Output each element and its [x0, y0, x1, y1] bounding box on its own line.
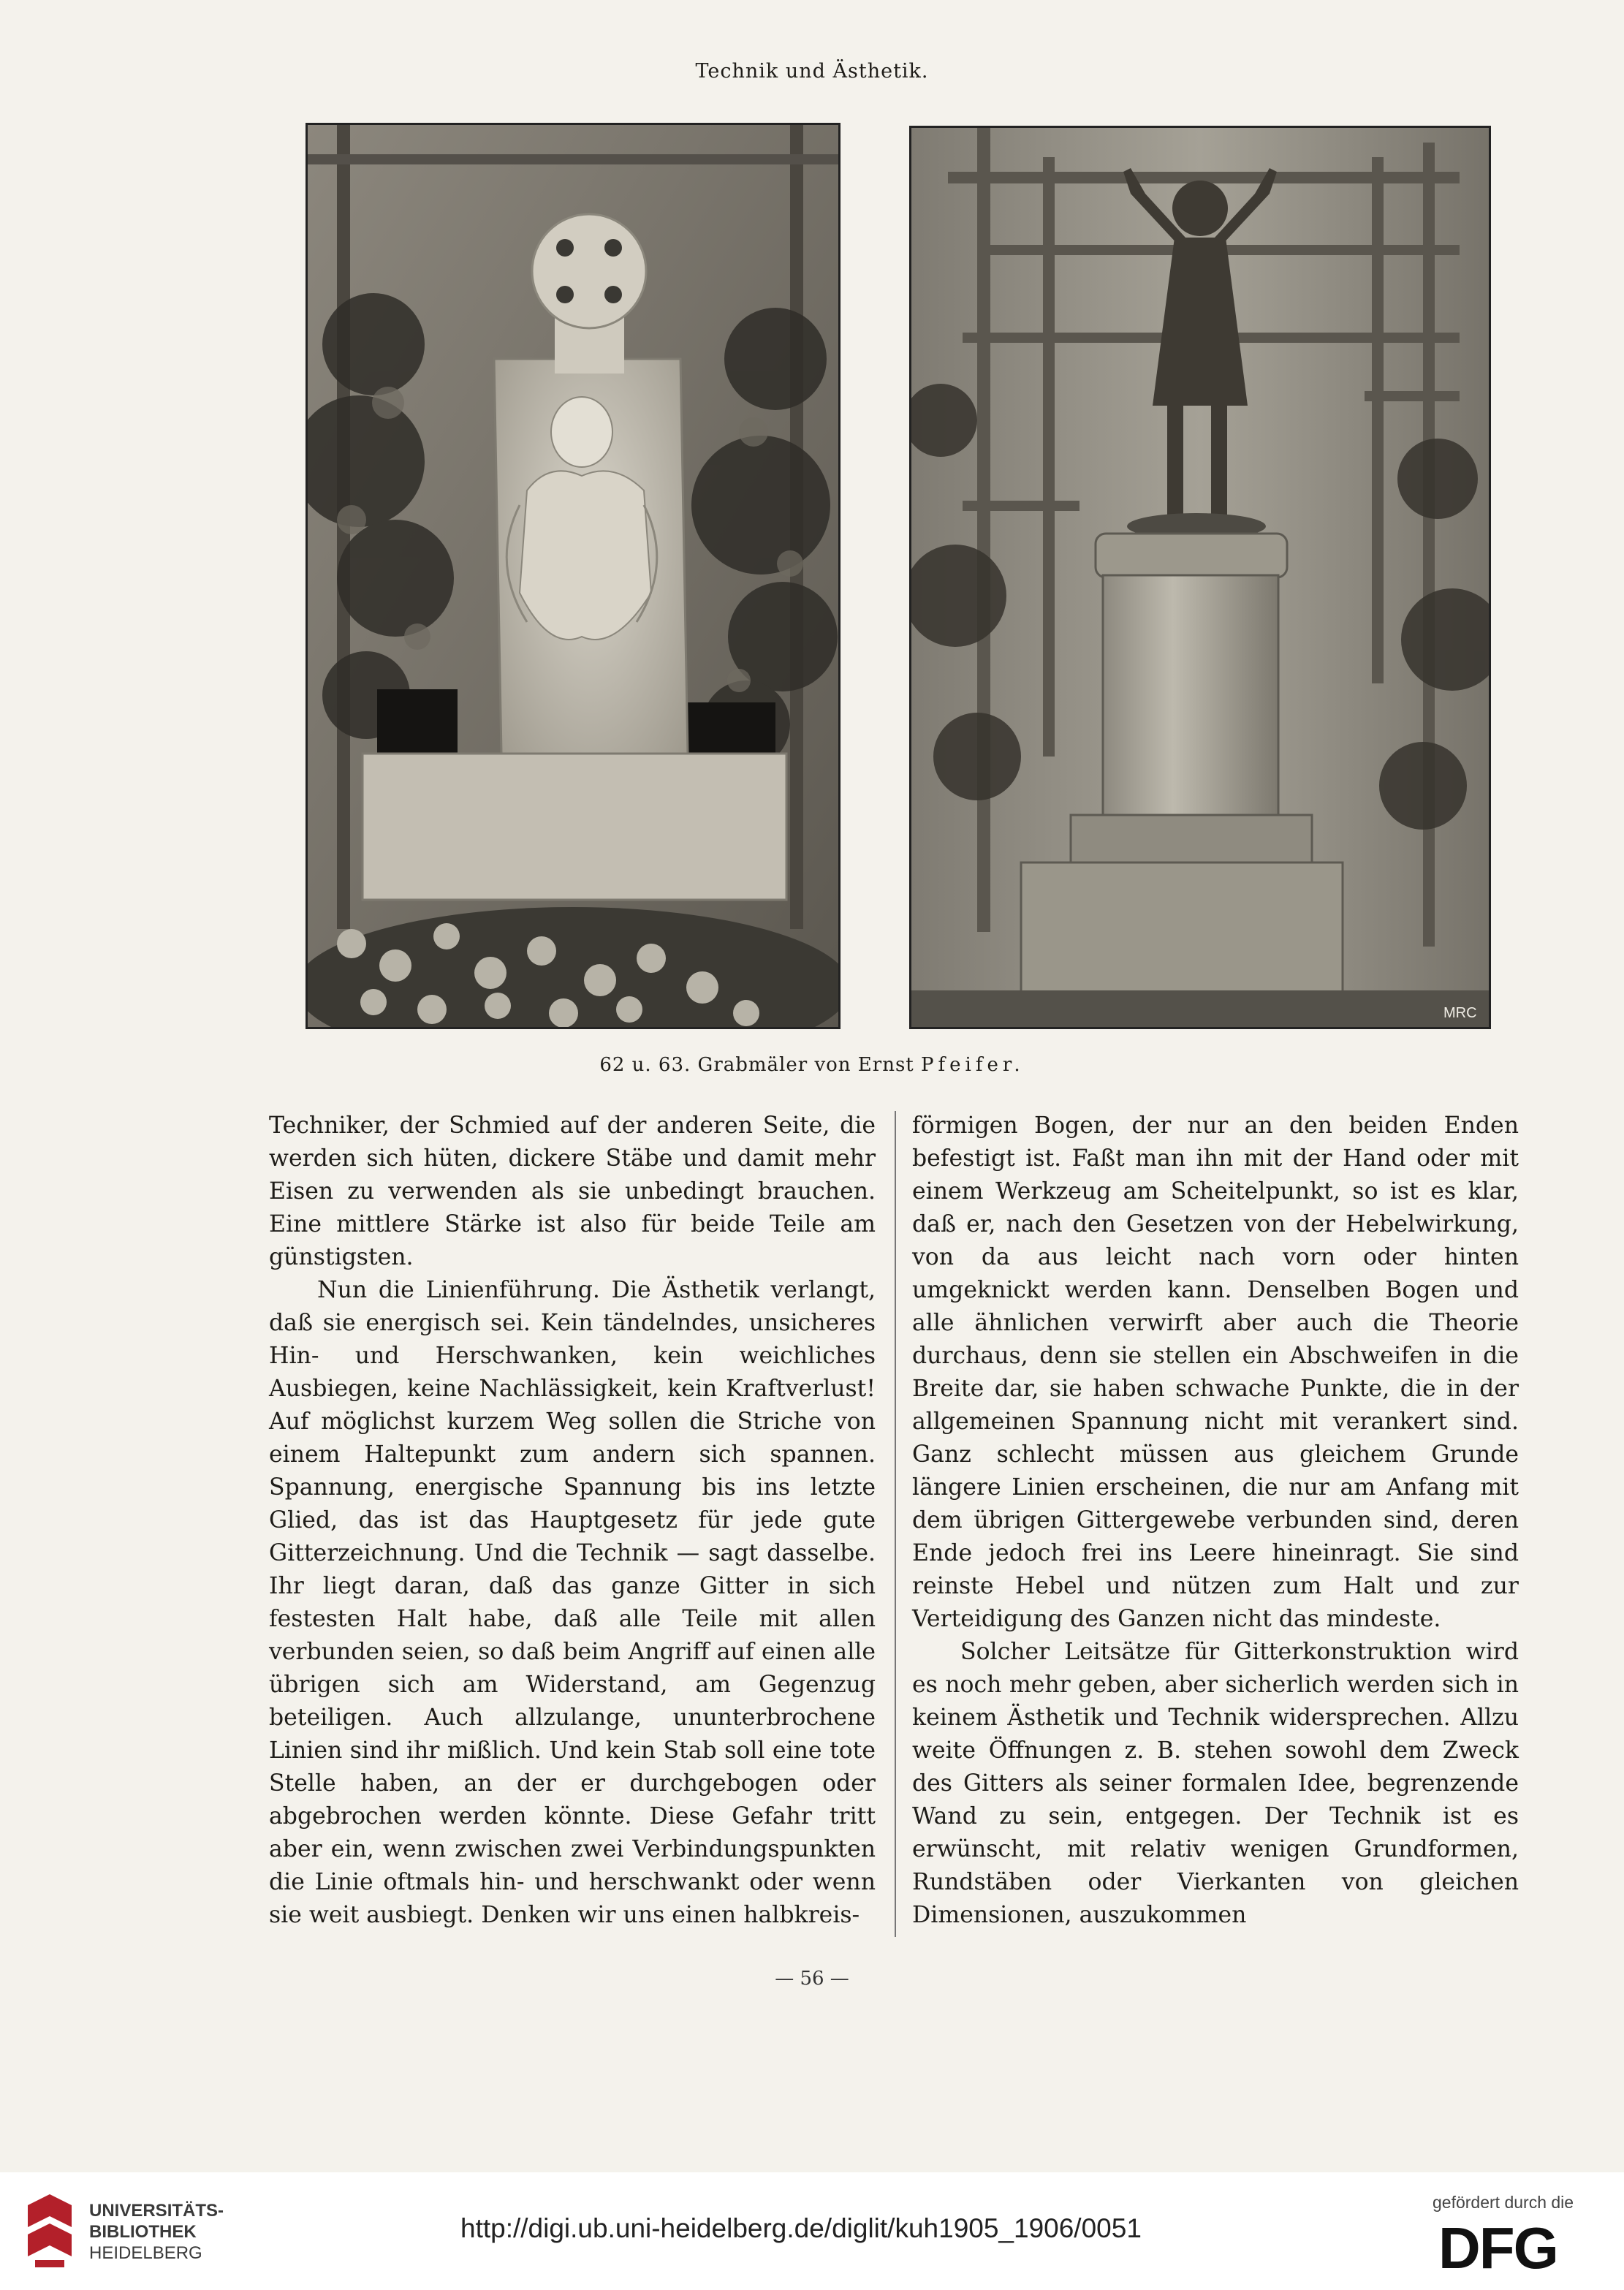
library-logo-icon [20, 2191, 79, 2271]
funded-by-label: gefördert durch die [1433, 2193, 1574, 2212]
photo-grave-child [909, 126, 1491, 1029]
paragraph: Nun die Linienführung. Die Ästhetik verlangt, daß sie energisch sei. Kein tändelndes, unsicheres Hin- und Herschwanken, kein weichliches Ausbiegen, keine Nachlässigkeit, kein Kraftverlust! Auf möglichst kurzem Weg sollen die Striche von einem Haltepunkt zum andern sich spannen. Spannung, energische Spannung bis ins letzte Glied, das ist das Hauptgesetz für jede gute Gitterzeichnung. Und die Technik — sagt dasselbe. Ihr liegt daran, daß das ganze Gitter in sich festesten Halt habe, daß alle Teile mit allen verbunden seien, so daß beim Angriff auf einen alle übrigen sich am Widerstand, am Gegenzug beteiligen. Auch allzulange, ununterbrochene Linien sind ihr mißlich. Und kein Stab soll eine tote Stelle haben, an der er durchgebogen oder abgebrochen werden könnte. Diese Gefahr tritt aber ein, wenn zwischen zwei Verbindungspunkten die Linie oftmals hin- und herschwankt oder wenn sie weit ausbiegt. Denken wir uns einen halbkreis- [269, 1277, 876, 1928]
dfg-logo: DFG [1438, 2215, 1557, 2280]
paragraph: förmigen Bogen, der nur an den beiden Enden befestigt ist. Faßt man ihn mit der Hand oder mit einem Werkzeug am Scheitelpunkt, so ist es klar, daß er, nach den Gesetzen von der Hebelwirkung, von da aus leicht nach vorn oder hinten umgeknickt werden kann. Denselben Bogen und alle ähnlichen verwirft aber auch die Theorie durchaus, denn sie stellen ein Abschweifen in die Breite dar, sie haben schwache Punkte, die in der allgemeinen Spannung nicht mit verankert sind. Ganz schlecht müssen aus gleichem Grunde längere Linien erscheinen, die nur am Anfang mit dem übrigen Gittergewebe verbunden sind, deren Ende jedoch frei ins Leere hineinragt. Sie sind reinste Hebel und nützen zum Halt und zur Verteidigung des Ganzen nicht das mindeste. [912, 1112, 1519, 1632]
library-name [89, 2200, 224, 2264]
figure-caption [0, 1054, 1624, 1076]
caption-name: Pfeifer. [921, 1054, 1025, 1076]
library-name-line: BIBLIOTHEK [89, 2222, 197, 2242]
library-name-line: UNIVERSITÄTS- [89, 2201, 224, 2221]
running-head: Technik und Ästhetik. [695, 60, 929, 83]
paragraph: Solcher Leitsätze für Gitterkonstruktion wird es noch mehr geben, aber sicherlich werden sich in keinem Ästhetik und Technik widersprechen. Allzu weite Öffnungen z. B. stehen sowohl dem Zweck des Gitters als seiner formalen Idee, begrenzende Wand zu sein, entgegen. Der Technik ist es erwünscht, mit relativ wenigen Grundformen, Rundstäben oder Vierkanten von gleichen Dimensionen, auszukommen [912, 1639, 1519, 1928]
digitization-footer [0, 2172, 1624, 2290]
paragraph: Techniker, der Schmied auf der anderen Seite, die werden sich hüten, dickere Stäbe und damit mehr Eisen zu verwenden als sie unbedingt brauchen. Eine mittlere Stärke ist also für beide Teile am günstigsten. [269, 1112, 876, 1270]
monogram: MRC [1443, 1005, 1477, 1021]
source-url-link[interactable]: http://digi.ub.uni-heidelberg.de/diglit/kuh1905_1906/0051 [460, 2213, 1142, 2243]
column-divider [895, 1111, 896, 1937]
text-column-right [912, 1110, 1519, 1932]
caption-prefix: 62 u. 63. Grabmäler von Ernst [599, 1054, 914, 1076]
library-name-line: HEIDELBERG [89, 2243, 202, 2263]
page-number: — 56 — [775, 1968, 849, 1990]
photo-grave-cross [306, 123, 841, 1029]
text-column-left [269, 1110, 876, 1932]
